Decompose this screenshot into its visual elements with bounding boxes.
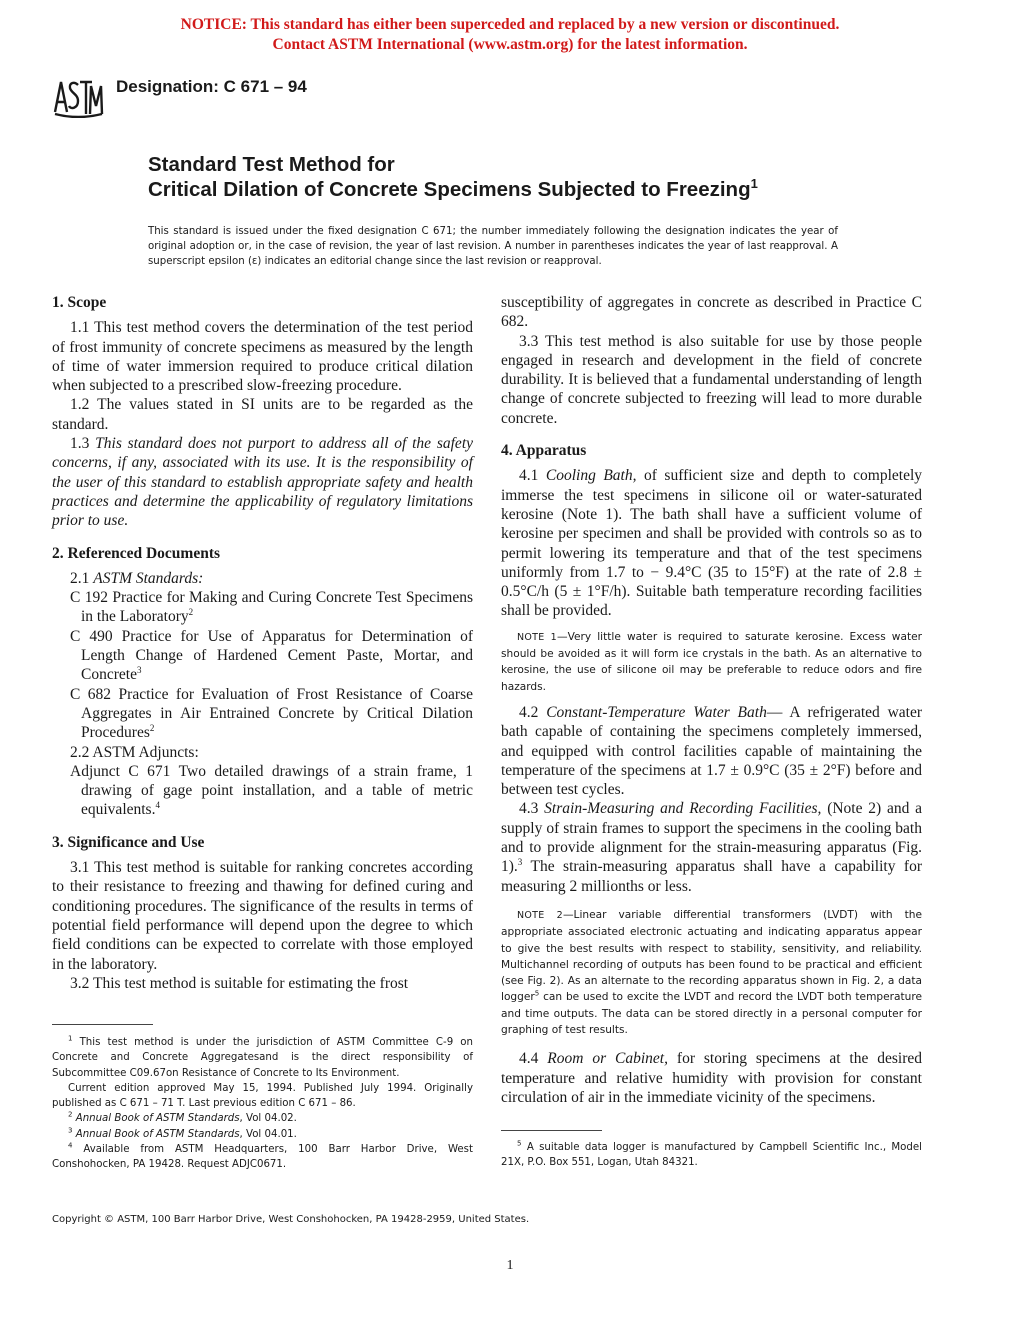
para-2-1	[52, 569, 473, 588]
footnote-2-vol: , Vol 04.02.	[239, 1113, 297, 1125]
right-footnote-rule	[501, 1130, 602, 1131]
para-4-3-text-b: The strain-measuring apparatus shall have a capability for measuring 2 millionths or less.	[501, 858, 922, 895]
right-column	[501, 293, 922, 1107]
para-4-1	[501, 466, 922, 620]
para-3-2-cont: susceptibility of aggregates in concrete as described in Practice C 682.	[501, 294, 922, 331]
section-1-heading: 1. Scope	[52, 294, 107, 311]
note-1	[501, 629, 922, 695]
footnote-1-mark: 1	[68, 1034, 73, 1043]
para-1-3	[52, 434, 473, 530]
designation: Designation: C 671 – 94	[116, 77, 307, 96]
note-2-text-b: can be used to excite the LVDT and record the LVDT both temperature and time outputs. The data can be stored directly in a personal computer for graphing of test results.	[501, 991, 922, 1036]
footnote-3-mark: 3	[68, 1126, 73, 1135]
footnote-1-text: This test method is under the jurisdiction of ASTM Committee C-9 on Concrete and Concrete Aggregatesand is the direct responsibility of Subcommittee C09.67on Resistance of Concrete to Its Environment.	[52, 1037, 473, 1079]
para-4-2-term: Constant-Temperature Water Bath	[546, 703, 767, 721]
para-4-2	[501, 703, 922, 799]
footnote-5	[501, 1140, 922, 1171]
ref-c682-text: C 682 Practice for Evaluation of Frost Resistance of Coarse Aggregates in Air Entrained Concrete by Critical Dilation Procedures	[70, 685, 473, 742]
note-2-text-a: —Linear variable differential transformers (LVDT) with the appropriate associated electronic actuating and indicating apparatus appear to give the best results with respect to stability, sensitivity, and reliability. Multichannel recording of outputs has been found to be practical and efficient (see Fig. 2). As an alternate to the recording apparatus shown in Fig. 2, a data logger	[501, 908, 922, 1004]
ref-c192-fn: 2	[188, 607, 194, 618]
footnote-2-mark: 2	[68, 1111, 73, 1120]
para-4-4-term: Room or Cabinet,	[547, 1050, 668, 1068]
footnote-4-text: Available from ASTM Headquarters, 100 Barr Harbor Drive, West Conshohocken, PA 19428. Request ADJC0671.	[52, 1144, 473, 1171]
note-2	[501, 907, 922, 1038]
para-3-2: 3.2 This test method is suitable for estimating the frost	[70, 974, 409, 992]
notice-line-1: NOTICE: This standard has either been superceded and replaced by a new version or discontinued.	[180, 16, 840, 33]
ref-c682-fn: 2	[149, 723, 155, 734]
para-2-2: 2.2 ASTM Adjuncts:	[70, 743, 199, 761]
title-line-2	[148, 177, 908, 202]
title-footnote-mark: 1	[750, 176, 758, 192]
para-4-4	[501, 1049, 922, 1107]
para-1-2: 1.2 The values stated in SI units are to be regarded as the standard.	[52, 396, 473, 433]
para-4-3	[501, 799, 922, 895]
para-1-1: 1.1 This test method covers the determination of the test period of frost immunity of concrete specimens as measured by the length of time of water immersion required to produce critical dilation when subjected to a prescribed slow-freezing procedure.	[52, 319, 473, 395]
footnote-5-text: A suitable data logger is manufactured by Campbell Scientific Inc., Model 21X, P.O. Box 551, Logan, Utah 84321.	[501, 1142, 922, 1169]
footnote-1b: Current edition approved May 15, 1994. Published July 1994. Originally published as C 671 – 71 T. Last previous edition C 671 – 86.	[52, 1082, 473, 1110]
footnote-2	[52, 1111, 473, 1126]
ref-c192-text: C 192 Practice for Making and Curing Concrete Test Specimens in the Laboratory	[70, 589, 473, 626]
section-4-heading: 4. Apparatus	[501, 442, 587, 460]
ref-c682	[70, 685, 473, 743]
copyright-line: Copyright © ASTM, 100 Barr Harbor Drive, West Conshohocken, PA 19428-2959, United States.	[52, 1214, 530, 1225]
para-1-3-text: This standard does not purport to address all of the safety concerns, if any, associated with its use. It is the responsibility of the user of this standard to establish appropriate safety and health practices and determine the applicability of regulatory limitations prior to use.	[52, 435, 473, 530]
footnote-4-mark: 4	[68, 1141, 73, 1150]
para-1-3-num: 1.3	[70, 435, 90, 453]
adjunct-c671	[70, 762, 473, 820]
para-4-2-text: — A refrigerated water bath capable of containing the specimens completely immersed, and equipped with control facilities capable of maintaining the temperature of the specimens at 1.7 ± 0.9°C (35 ± 2°F) before and between test cycles.	[501, 703, 923, 799]
para-2-1-text: ASTM Standards:	[93, 569, 204, 587]
footnote-3-book: Annual Book of ASTM Standards	[75, 1128, 240, 1140]
left-footnote-rule	[52, 1024, 153, 1025]
ref-c490	[70, 627, 473, 685]
para-3-1: 3.1 This test method is suitable for ranking concretes according to their resistance to freezing and thawing for defined curing and conditioning procedures. The significance of the results in terms of potential field performance will depend upon the degree to which field conditions can be expected to correlate with those employed in the laboratory.	[52, 859, 473, 973]
para-4-3-fn: 3	[517, 857, 523, 868]
astm-logo-icon	[52, 76, 104, 118]
para-4-1-term: Cooling Bath,	[545, 467, 637, 485]
section-3-heading: 3. Significance and Use	[52, 833, 205, 851]
ref-c490-text: C 490 Practice for Use of Apparatus for Determination of Length Change of Hardened Cement Paste, Mortar, and Concrete	[70, 627, 473, 684]
adjunct-c671-fn: 4	[155, 800, 160, 811]
footnote-2-book: Annual Book of ASTM Standards	[75, 1113, 240, 1125]
para-3-3: 3.3 This test method is also suitable for use by those people engaged in research and development in the field of concrete durability. It is believed that a fundamental understanding of length change of concrete subjected to freezing will lead to more durable concrete.	[501, 332, 922, 427]
footnote-3-vol: , Vol 04.01.	[239, 1128, 297, 1140]
note-2-label: NOTE 2	[517, 909, 563, 921]
section-2-heading: 2. Referenced Documents	[52, 544, 221, 562]
notice-line-2: Contact ASTM International (www.astm.org) for the latest information.	[272, 36, 748, 53]
para-4-4-text: for storing specimens at the desired temperature and relative humidity with provision for constant circulation of air in the immediate vicinity of the specimens.	[501, 1050, 923, 1106]
left-column	[52, 293, 473, 993]
title-line-1: Standard Test Method for	[148, 153, 395, 176]
right-footnotes	[501, 1140, 922, 1171]
para-4-1-num: 4.1	[519, 467, 539, 485]
left-footnotes	[52, 1035, 473, 1173]
footnote-1	[52, 1035, 473, 1081]
ref-c192	[70, 588, 473, 627]
para-4-3-text-a: (Note 2) and a supply of strain frames to support the specimens in the cooling bath and to provide alignment for the strain-measuring apparatus (Fig. 1).	[501, 800, 923, 876]
para-4-3-num: 4.3	[519, 800, 539, 818]
para-4-1-text: of sufficient size and depth to completely immerse the test specimens in silicone oil or water-saturated kerosine (Note 1). The bath shall have a sufficient volume of kerosine per specimen and shall be provided with controls so as to permit lowering its temperature and that of the test specimens uniformly from 1.7 to − 9.4°C (35 to 15°F) at the rate of 2.8 ± 0.5°C/h (5 ± 1°F/h). Suitable bath temperature recording facilities shall be provided.	[501, 467, 923, 620]
para-4-2-num: 4.2	[519, 703, 539, 721]
para-4-3-term: Strain-Measuring and Recording Facilities,	[544, 800, 822, 818]
ref-c490-fn: 3	[136, 665, 142, 676]
supersede-notice	[0, 15, 1020, 55]
issued-statement: This standard is issued under the fixed designation C 671; the number immediately following the designation indicates the year of original adoption or, in the case of revision, the year of last revision. A number in parentheses indicates the year of last reapproval. A superscript epsilon (ε) indicates an editorial change since the last revision or reapproval.	[148, 226, 838, 267]
note-2-fn: 5	[534, 989, 540, 998]
title-line-2-text: Critical Dilation of Concrete Specimens Subjected to Freezing	[148, 178, 751, 201]
document-title	[148, 152, 908, 202]
footnote-5-mark: 5	[517, 1139, 522, 1148]
footnote-4	[52, 1142, 473, 1173]
note-1-text: —Very little water is required to saturate kerosine. Excess water should be avoided as it will form ice crystals in the bath. As an alternative to kerosine, the use of silicone oil may be preferable to reduce odors and fire hazards.	[501, 630, 922, 693]
para-4-4-num: 4.4	[519, 1050, 539, 1068]
page-number: 1	[506, 1258, 514, 1273]
note-1-label: NOTE 1	[517, 631, 557, 643]
footnote-3	[52, 1127, 473, 1142]
adjunct-c671-text: Adjunct C 671 Two detailed drawings of a strain frame, 1 drawing of gage point installation, and a table of metric equivalents.	[70, 762, 473, 819]
para-2-1-num: 2.1	[70, 569, 90, 587]
